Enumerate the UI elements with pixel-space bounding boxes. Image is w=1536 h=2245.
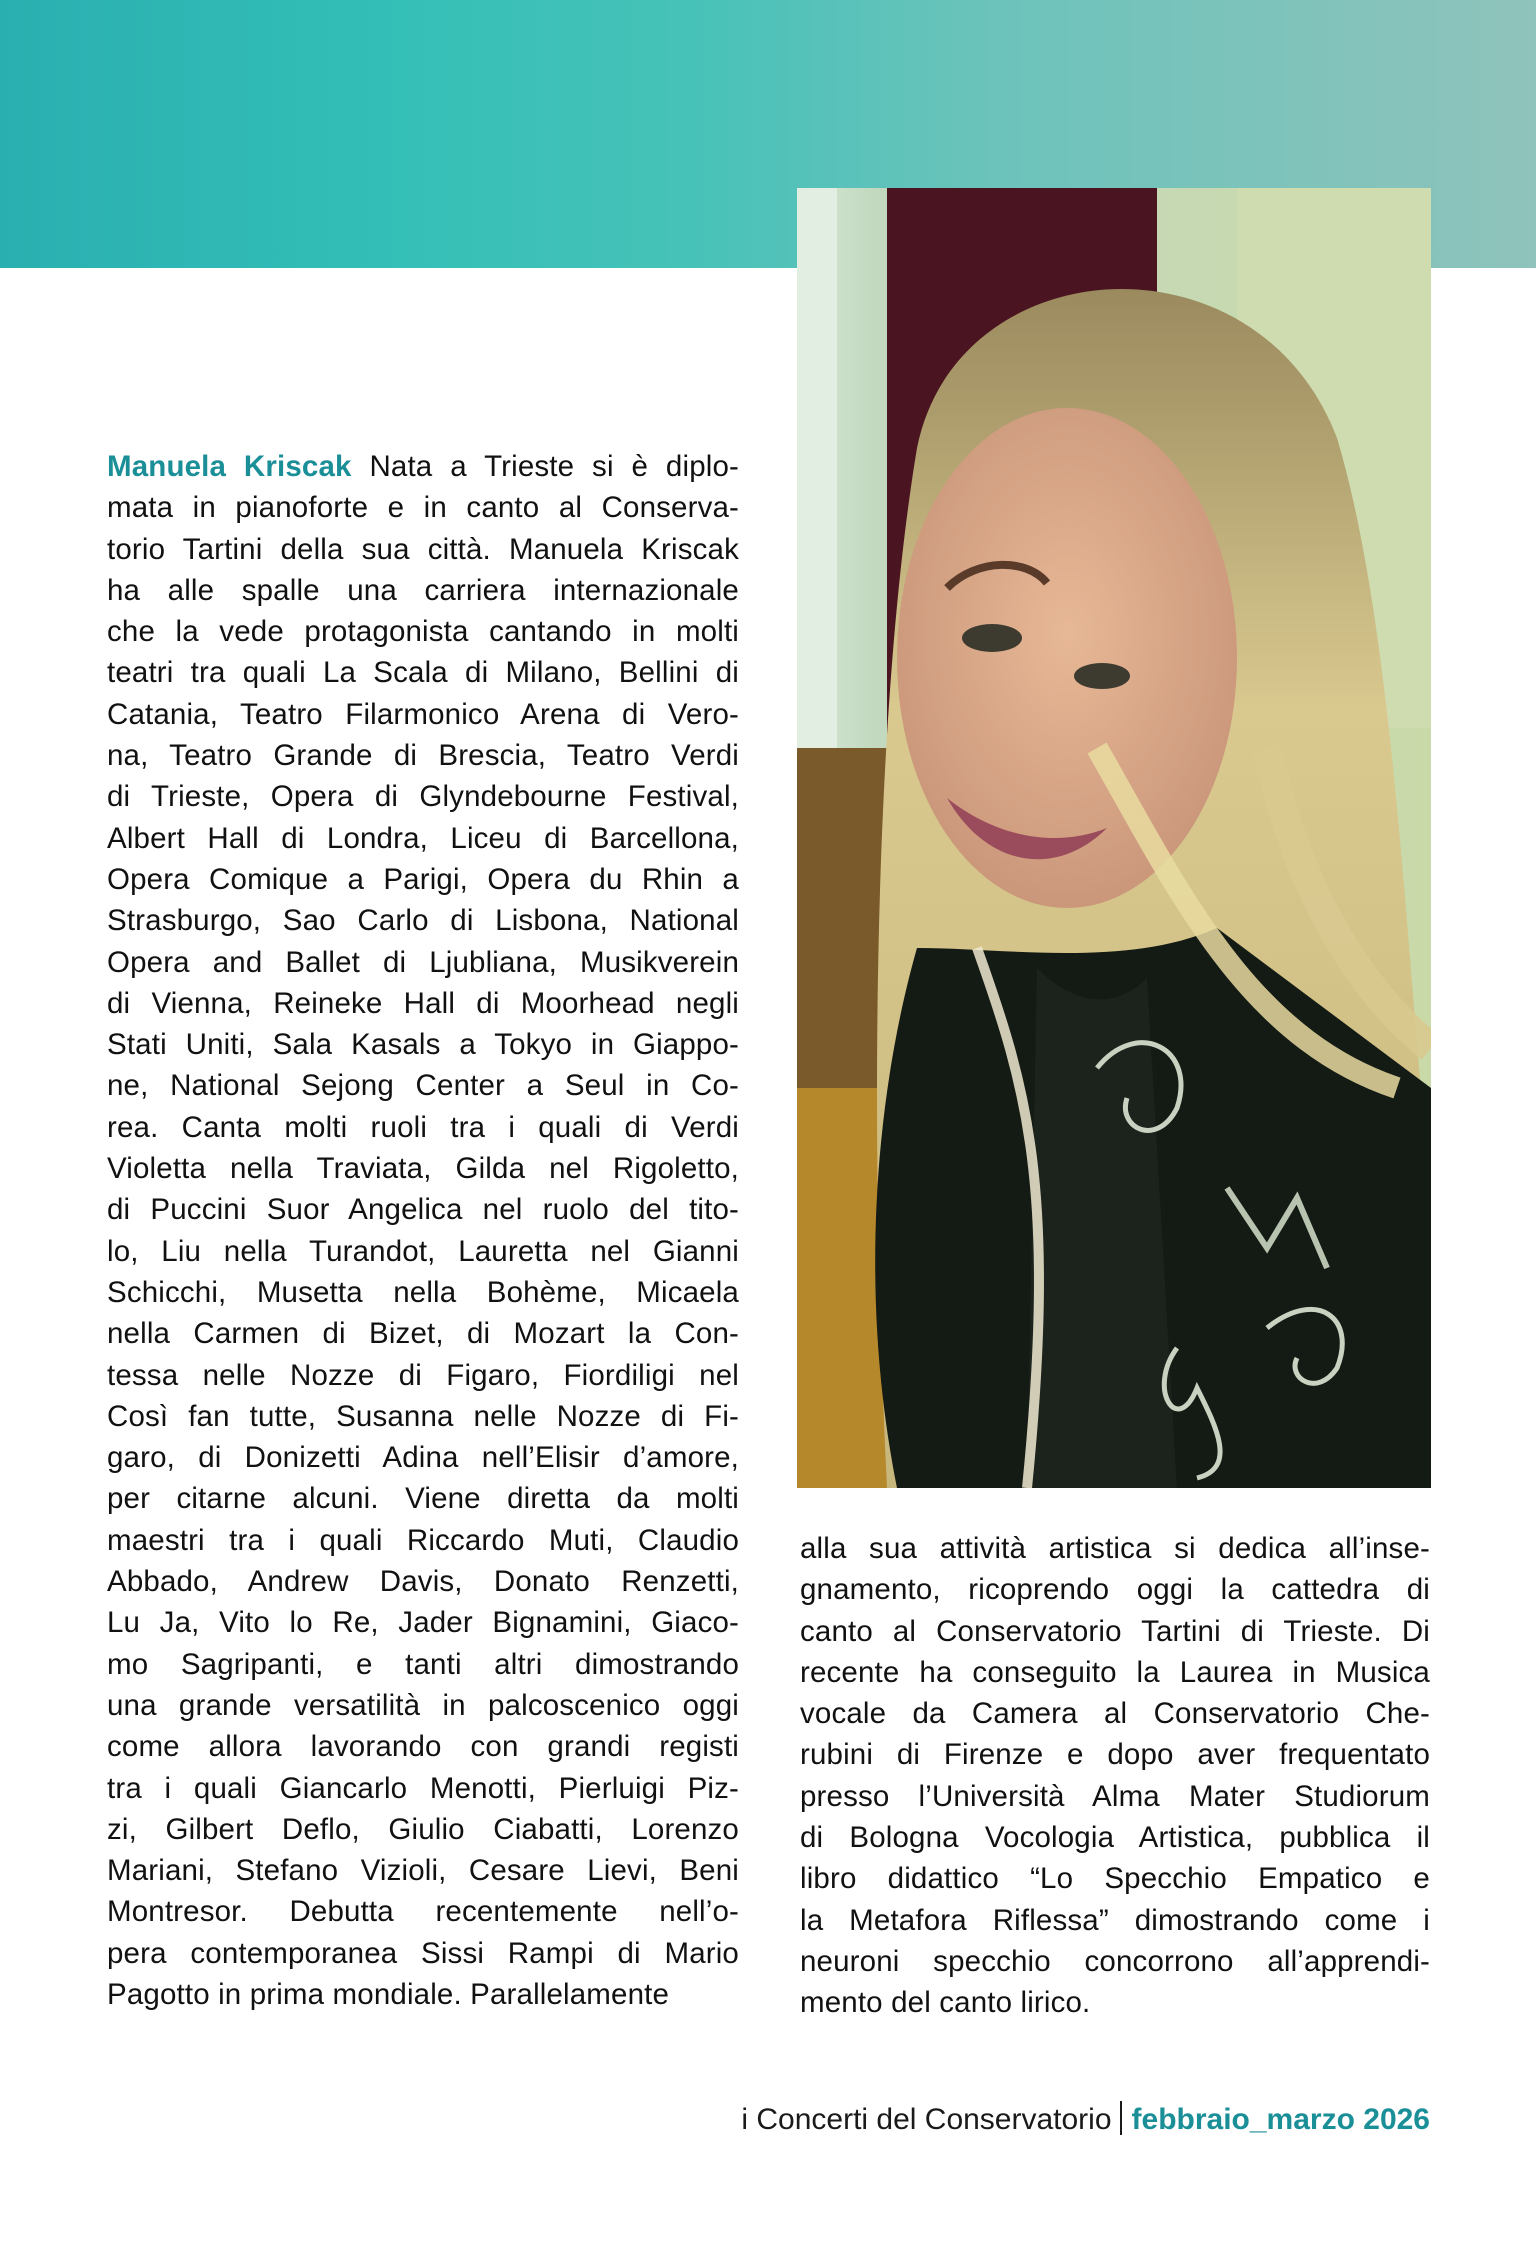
artist-name: Manuela Kriscak bbox=[107, 450, 352, 483]
article-body-right bbox=[800, 1528, 1430, 2024]
article-line: per citarne alcuni. Viene diretta da molti bbox=[107, 1482, 739, 1516]
article-line: Strasburgo, Sao Carlo di Lisbona, National bbox=[107, 904, 739, 938]
article-line: presso l’Università Alma Mater Studiorum bbox=[800, 1779, 1430, 1813]
article-line: Così fan tutte, Susanna nelle Nozze di Fi- bbox=[107, 1399, 739, 1433]
article-line: Schicchi, Musetta nella Bohème, Micaela bbox=[107, 1275, 739, 1309]
article-line: pera contemporanea Sissi Rampi di Mario bbox=[107, 1936, 739, 1970]
article-line: lo, Liu nella Turandot, Lauretta nel Gianni bbox=[107, 1234, 739, 1268]
footer-divider bbox=[1120, 2101, 1122, 2135]
article-line: mata in pianoforte e in canto al Conserva- bbox=[107, 491, 739, 525]
article-line: tessa nelle Nozze di Figaro, Fiordiligi nel bbox=[107, 1358, 739, 1392]
article-line: Lu Ja, Vito lo Re, Jader Bignamini, Giaco- bbox=[107, 1606, 739, 1640]
article-line: di Puccini Suor Angelica nel ruolo del tito- bbox=[107, 1193, 739, 1227]
article-line: mo Sagripanti, e tanti altri dimostrando bbox=[107, 1647, 739, 1681]
article-line: tra i quali Giancarlo Menotti, Pierluigi Piz- bbox=[107, 1771, 739, 1805]
article-line: gnamento, ricoprendo oggi la cattedra di bbox=[800, 1573, 1430, 1607]
article-line: na, Teatro Grande di Brescia, Teatro Verdi bbox=[107, 739, 739, 773]
article-line: che la vede protagonista cantando in molti bbox=[107, 615, 739, 649]
article-line: Montresor. Debutta recentemente nell’o- bbox=[107, 1895, 739, 1929]
issue-date: febbraio_marzo 2026 bbox=[1131, 2103, 1430, 2136]
article-column-right bbox=[800, 1528, 1430, 2024]
article-line: Catania, Teatro Filarmonico Arena di Vero- bbox=[107, 697, 739, 731]
article-line: Abbado, Andrew Davis, Donato Renzetti, bbox=[107, 1565, 739, 1599]
article-line: zi, Gilbert Deflo, Giulio Ciabatti, Lorenzo bbox=[107, 1812, 739, 1846]
portrait-image bbox=[797, 188, 1431, 1488]
article-line: Violetta nella Traviata, Gilda nel Rigoletto, bbox=[107, 1152, 739, 1186]
article-line: rubini di Firenze e dopo aver frequentato bbox=[800, 1738, 1430, 1772]
article-line bbox=[107, 446, 739, 487]
article-line: nella Carmen di Bizet, di Mozart la Con- bbox=[107, 1317, 739, 1351]
article-text: Nata a Trieste si è diplo- bbox=[351, 450, 739, 483]
article-line: di Bologna Vocologia Artistica, pubblica il bbox=[800, 1821, 1430, 1855]
article-line: Opera Comique a Parigi, Opera du Rhin a bbox=[107, 862, 739, 896]
article-column-left bbox=[107, 446, 739, 2015]
article-line: neuroni specchio concorrono all’apprendi- bbox=[800, 1944, 1430, 1978]
page-footer bbox=[741, 2100, 1430, 2140]
article-line: Mariani, Stefano Vizioli, Cesare Lievi, Beni bbox=[107, 1854, 739, 1888]
article-line: recente ha conseguito la Laurea in Musica bbox=[800, 1655, 1430, 1689]
article-line: Opera and Ballet di Ljubliana, Musikverein bbox=[107, 945, 739, 979]
article-line: libro didattico “Lo Specchio Empatico e bbox=[800, 1862, 1430, 1896]
article-line: canto al Conservatorio Tartini di Trieste. Di bbox=[800, 1614, 1430, 1648]
article-line: di Vienna, Reineke Hall di Moorhead negli bbox=[107, 986, 739, 1020]
article-line: Stati Uniti, Sala Kasals a Tokyo in Giappo- bbox=[107, 1028, 739, 1062]
article-line: mento del canto lirico. bbox=[800, 1986, 1091, 2020]
article-line: ha alle spalle una carriera internazionale bbox=[107, 573, 739, 607]
article-line: di Trieste, Opera di Glyndebourne Festival, bbox=[107, 780, 739, 814]
article-body-left bbox=[107, 487, 739, 2015]
publication-title: i Concerti del Conservatorio bbox=[741, 2103, 1112, 2136]
article-line: la Metafora Riflessa” dimostrando come i bbox=[800, 1903, 1430, 1937]
article-line: rea. Canta molti ruoli tra i quali di Verdi bbox=[107, 1110, 739, 1144]
article-line: garo, di Donizetti Adina nell’Elisir d’amore, bbox=[107, 1441, 739, 1475]
article-line: vocale da Camera al Conservatorio Che- bbox=[800, 1697, 1430, 1731]
article-line: come allora lavorando con grandi registi bbox=[107, 1730, 739, 1764]
article-line: alla sua attività artistica si dedica all’inse- bbox=[800, 1532, 1430, 1565]
article-line: Pagotto in prima mondiale. Parallelamente bbox=[107, 1977, 670, 2011]
article-line: maestri tra i quali Riccardo Muti, Claudio bbox=[107, 1523, 739, 1557]
article-line: Albert Hall di Londra, Liceu di Barcellona, bbox=[107, 821, 739, 855]
article-line: una grande versatilità in palcoscenico oggi bbox=[107, 1688, 739, 1722]
portrait-photo bbox=[797, 188, 1431, 1488]
article-line: ne, National Sejong Center a Seul in Co- bbox=[107, 1069, 739, 1103]
article-line: torio Tartini della sua città. Manuela Kriscak bbox=[107, 532, 739, 566]
article-line: teatri tra quali La Scala di Milano, Bellini di bbox=[107, 656, 739, 690]
